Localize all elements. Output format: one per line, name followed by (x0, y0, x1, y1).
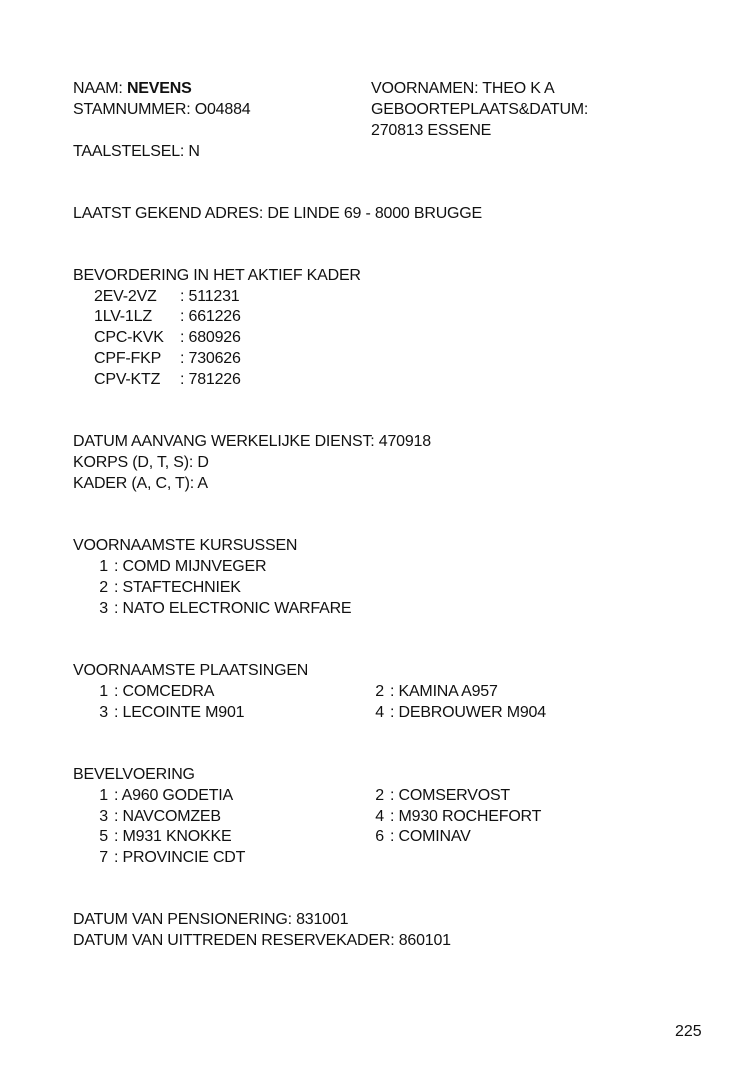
item-text: : COMINAV (390, 828, 471, 845)
naam-line (73, 78, 192, 99)
plaatsing-item (362, 702, 546, 723)
item-number: 3 (99, 600, 108, 617)
item-number: 3 (99, 704, 108, 721)
uittreden-line: DATUM VAN UITTREDEN RESERVEKADER: 860101 (73, 932, 451, 949)
item-text: : LECOINTE M901 (114, 704, 245, 721)
item-text: : DEBROUWER M904 (390, 704, 546, 721)
rank-date: : 511231 (180, 288, 240, 305)
bevordering-item (94, 306, 241, 327)
item-number: 4 (375, 704, 384, 721)
item-number: 1 (99, 558, 108, 575)
bevordering-item (94, 286, 240, 307)
bevelvoering-item (362, 826, 471, 847)
item-number: 2 (375, 683, 384, 700)
bevordering-item (94, 369, 241, 390)
bevelvoering-item (86, 806, 221, 827)
item-number: 4 (375, 808, 384, 825)
item-number: 2 (99, 579, 108, 596)
rank-label: 2EV-2VZ (94, 288, 157, 305)
item-text: : A960 GODETIA (114, 787, 234, 804)
rank-date: : 730626 (180, 350, 241, 367)
bevelvoering-item (86, 847, 245, 868)
plaatsing-item (86, 681, 214, 702)
item-text: : COMD MIJNVEGER (114, 558, 267, 575)
item-text: : M930 ROCHEFORT (390, 808, 542, 825)
item-text: : STAFTECHNIEK (114, 579, 241, 596)
geboorte-value: 270813 ESSENE (371, 122, 492, 139)
stamnummer-line: STAMNUMMER: O04884 (73, 101, 251, 118)
item-number: 7 (99, 849, 108, 866)
naam-label: NAAM: (73, 80, 123, 97)
bevelvoering-heading: BEVELVOERING (73, 766, 195, 783)
adres-line: LAATST GEKEND ADRES: DE LINDE 69 - 8000 BRUGGE (73, 205, 483, 222)
item-number: 5 (99, 828, 108, 845)
kader-line: KADER (A, C, T): A (73, 475, 208, 492)
rank-date: : 661226 (180, 308, 241, 325)
bevordering-heading: BEVORDERING IN HET AKTIEF KADER (73, 267, 361, 284)
kursus-item (86, 577, 241, 598)
rank-label: 1LV-1LZ (94, 308, 152, 325)
bevelvoering-item (86, 785, 233, 806)
korps-line: KORPS (D, T, S): D (73, 454, 209, 471)
plaatsing-item (362, 681, 498, 702)
pensionering-line: DATUM VAN PENSIONERING: 831001 (73, 911, 349, 928)
item-number: 1 (99, 787, 108, 804)
item-text: : COMCEDRA (114, 683, 215, 700)
naam-value: NEVENS (126, 80, 192, 97)
bevelvoering-item (362, 785, 510, 806)
item-text: : NATO ELECTRONIC WARFARE (114, 600, 352, 617)
page-number: 225 (675, 1023, 702, 1040)
kursus-item (86, 556, 266, 577)
item-number: 6 (375, 828, 384, 845)
kursussen-heading: VOORNAAMSTE KURSUSSEN (73, 537, 298, 554)
item-number: 3 (99, 808, 108, 825)
item-text: : KAMINA A957 (390, 683, 498, 700)
item-text: : M931 KNOKKE (114, 828, 232, 845)
bevordering-item (94, 327, 241, 348)
rank-date: : 781226 (180, 371, 241, 388)
item-text: : PROVINCIE CDT (114, 849, 246, 866)
taalstelsel-line: TAALSTELSEL: N (73, 143, 200, 160)
kursus-item (86, 598, 351, 619)
item-number: 2 (375, 787, 384, 804)
rank-date: : 680926 (180, 329, 241, 346)
plaatsing-item (86, 702, 244, 723)
bevelvoering-item (86, 826, 231, 847)
item-text: : NAVCOMZEB (114, 808, 221, 825)
bevordering-item (94, 348, 241, 369)
item-number: 1 (99, 683, 108, 700)
geboorte-label: GEBOORTEPLAATS&DATUM: (371, 101, 589, 118)
rank-label: CPF-FKP (94, 350, 162, 367)
plaatsingen-heading: VOORNAAMSTE PLAATSINGEN (73, 662, 309, 679)
bevelvoering-item (362, 806, 541, 827)
voornamen-line: VOORNAMEN: THEO K A (371, 80, 555, 97)
item-text: : COMSERVOST (390, 787, 510, 804)
aanvang-dienst-line: DATUM AANVANG WERKELIJKE DIENST: 470918 (73, 433, 431, 450)
rank-label: CPC-KVK (94, 329, 164, 346)
rank-label: CPV-KTZ (94, 371, 161, 388)
